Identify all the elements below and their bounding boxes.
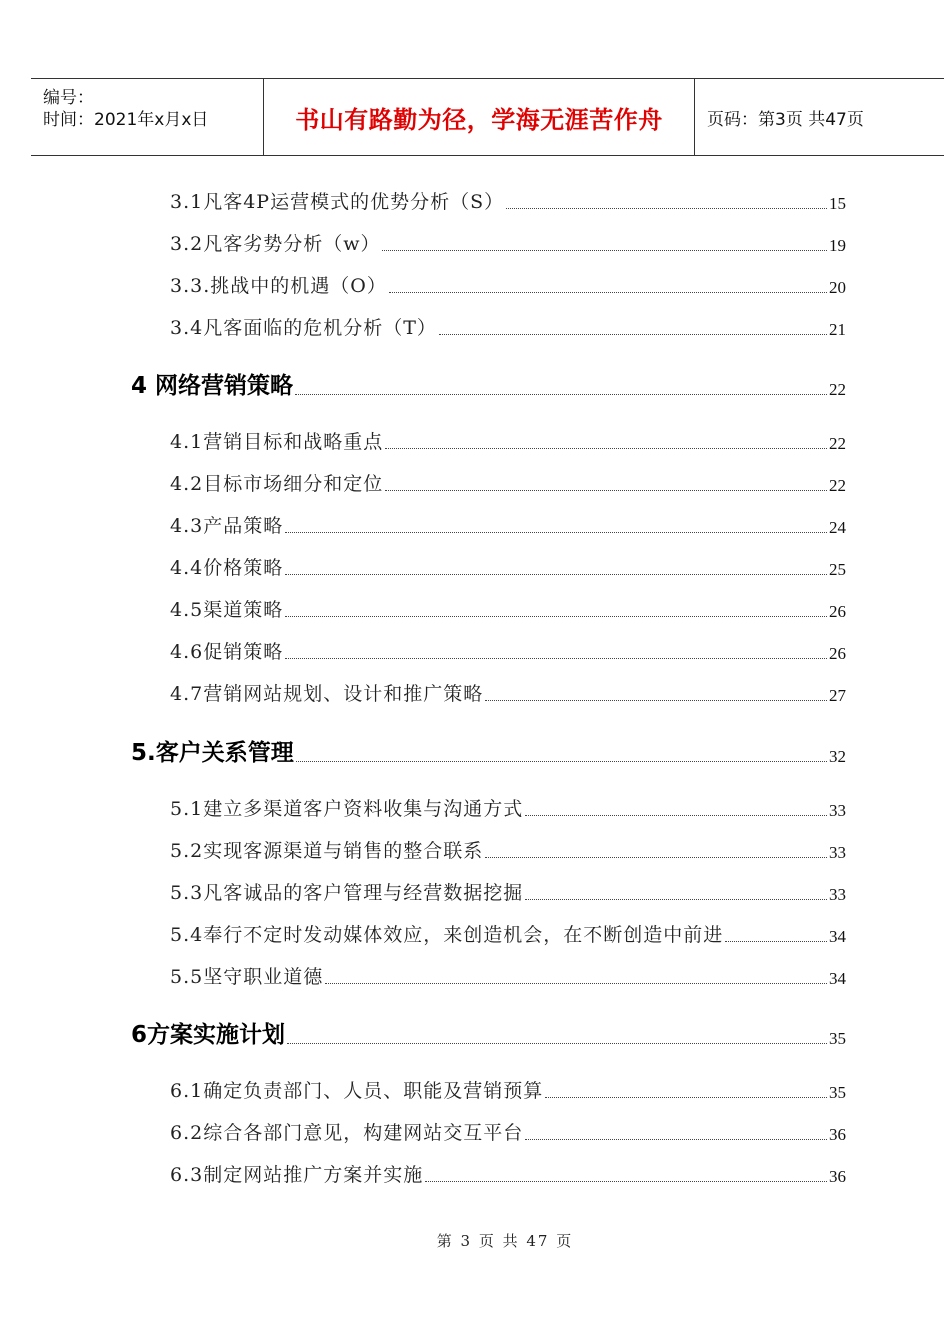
toc-dot-leader [525,1138,827,1140]
toc-dot-leader [285,531,827,533]
toc-dot-leader [389,291,827,293]
toc-entry-page-number: 15 [829,194,846,213]
toc-entry-page-number: 35 [829,1029,846,1048]
toc-entry-page-number: 22 [829,476,846,495]
toc-section-entry[interactable] [0,735,846,767]
toc-entry-label: 6.2综合各部门意见，构建网站交互平台 [170,1122,524,1144]
toc-subsection-entry[interactable] [0,554,846,580]
toc-entry-label: 5.2实现客源渠道与销售的整合联系 [170,840,484,862]
page-footer: 第 3 页 共 47 页 [436,1232,574,1250]
toc-subsection-entry[interactable] [0,837,846,863]
toc-subsection-entry[interactable] [0,638,846,664]
header-motto: 书山有路勤为径，学海无涯苦作舟 [264,79,695,155]
toc-entry-label: 3.3.挑战中的机遇（O） [170,275,387,297]
toc-entry-page-number: 25 [829,560,846,579]
toc-subsection-entry[interactable] [0,512,846,538]
toc-dot-leader [385,447,827,449]
toc-subsection-entry[interactable] [0,428,846,454]
toc-section-entry[interactable] [0,1017,846,1049]
toc-entry-page-number: 26 [829,644,846,663]
header-meta-cell [31,79,264,155]
toc-dot-leader [545,1096,827,1098]
toc-section-entry[interactable] [0,368,846,400]
toc-subsection-entry[interactable] [0,188,846,214]
toc-subsection-entry[interactable] [0,314,846,340]
toc-subsection-entry[interactable] [0,795,846,821]
toc-entry-page-number: 35 [829,1083,846,1102]
toc-subsection-entry[interactable] [0,470,846,496]
toc-dot-leader [725,940,827,942]
toc-dot-leader [285,615,827,617]
toc-entry-page-number: 20 [829,278,846,297]
toc-dot-leader [385,489,827,491]
toc-entry-page-number: 24 [829,518,846,537]
toc-entry-label: 5.4奉行不定时发动媒体效应，来创造机会，在不断创造中前进 [170,924,724,946]
document-header [31,78,944,156]
toc-dot-leader [525,898,827,900]
header-page-info: 页码：第3页 共47页 [707,109,864,130]
toc-entry-page-number: 34 [829,969,846,988]
toc-entry-page-number: 19 [829,236,846,255]
toc-entry-label: 4.1营销目标和战略重点 [170,431,384,453]
toc-entry-label: 5.1建立多渠道客户资料收集与沟通方式 [170,798,524,820]
toc-entry-label: 4.2目标市场细分和定位 [170,473,384,495]
toc-subsection-entry[interactable] [0,680,846,706]
toc-entry-page-number: 36 [829,1167,846,1186]
toc-entry-page-number: 33 [829,843,846,862]
toc-subsection-entry[interactable] [0,1119,846,1145]
toc-entry-label: 3.1凡客4P运营模式的优势分析（S） [170,191,505,213]
toc-subsection-entry[interactable] [0,1161,846,1187]
toc-subsection-entry[interactable] [0,879,846,905]
toc-entry-page-number: 33 [829,885,846,904]
toc-subsection-entry[interactable] [0,272,846,298]
toc-entry-page-number: 26 [829,602,846,621]
header-code-label: 编号： [43,88,94,108]
toc-entry-page-number: 34 [829,927,846,946]
toc-entry-label: 4.5渠道策略 [170,599,284,621]
toc-entry-label: 6.1确定负责部门、人员、职能及营销预算 [170,1080,544,1102]
toc-entry-label: 5.客户关系管理 [131,740,294,766]
toc-dot-leader [285,657,827,659]
toc-subsection-entry[interactable] [0,230,846,256]
toc-entry-page-number: 33 [829,801,846,820]
toc-dot-leader [485,856,827,858]
toc-entry-label: 5.5坚守职业道德 [170,966,324,988]
toc-dot-leader [506,207,827,209]
toc-subsection-entry[interactable] [0,963,846,989]
toc-entry-label: 4.6促销策略 [170,641,284,663]
toc-entry-label: 4.3产品策略 [170,515,284,537]
toc-entry-label: 4.7营销网站规划、设计和推广策略 [170,683,484,705]
toc-dot-leader [382,249,827,251]
toc-dot-leader [525,814,827,816]
toc-dot-leader [425,1180,827,1182]
toc-subsection-entry[interactable] [0,596,846,622]
toc-dot-leader [439,333,827,335]
toc-entry-label: 3.2凡客劣势分析（w） [170,233,381,255]
toc-dot-leader [287,1042,827,1044]
toc-subsection-entry[interactable] [0,1077,846,1103]
toc-entry-page-number: 27 [829,686,846,705]
toc-entry-label: 4.4价格策略 [170,557,284,579]
toc-entry-page-number: 36 [829,1125,846,1144]
toc-subsection-entry[interactable] [0,921,846,947]
toc-entry-label: 6.3制定网站推广方案并实施 [170,1164,424,1186]
toc-entry-page-number: 22 [829,434,846,453]
toc-dot-leader [485,699,827,701]
toc-entry-page-number: 32 [829,747,846,766]
toc-dot-leader [295,393,827,395]
toc-entry-page-number: 22 [829,380,846,399]
toc-entry-label: 5.3凡客诚品的客户管理与经营数据挖掘 [170,882,524,904]
header-date: 时间：2021年x月x日 [43,110,209,130]
toc-entry-label: 6方案实施计划 [131,1022,286,1048]
toc-entry-label: 4 网络营销策略 [131,373,294,399]
toc-entry-page-number: 21 [829,320,846,339]
toc-dot-leader [296,760,827,762]
toc-dot-leader [325,982,827,984]
toc-dot-leader [285,573,827,575]
toc-entry-label: 3.4凡客面临的危机分析（T） [170,317,437,339]
